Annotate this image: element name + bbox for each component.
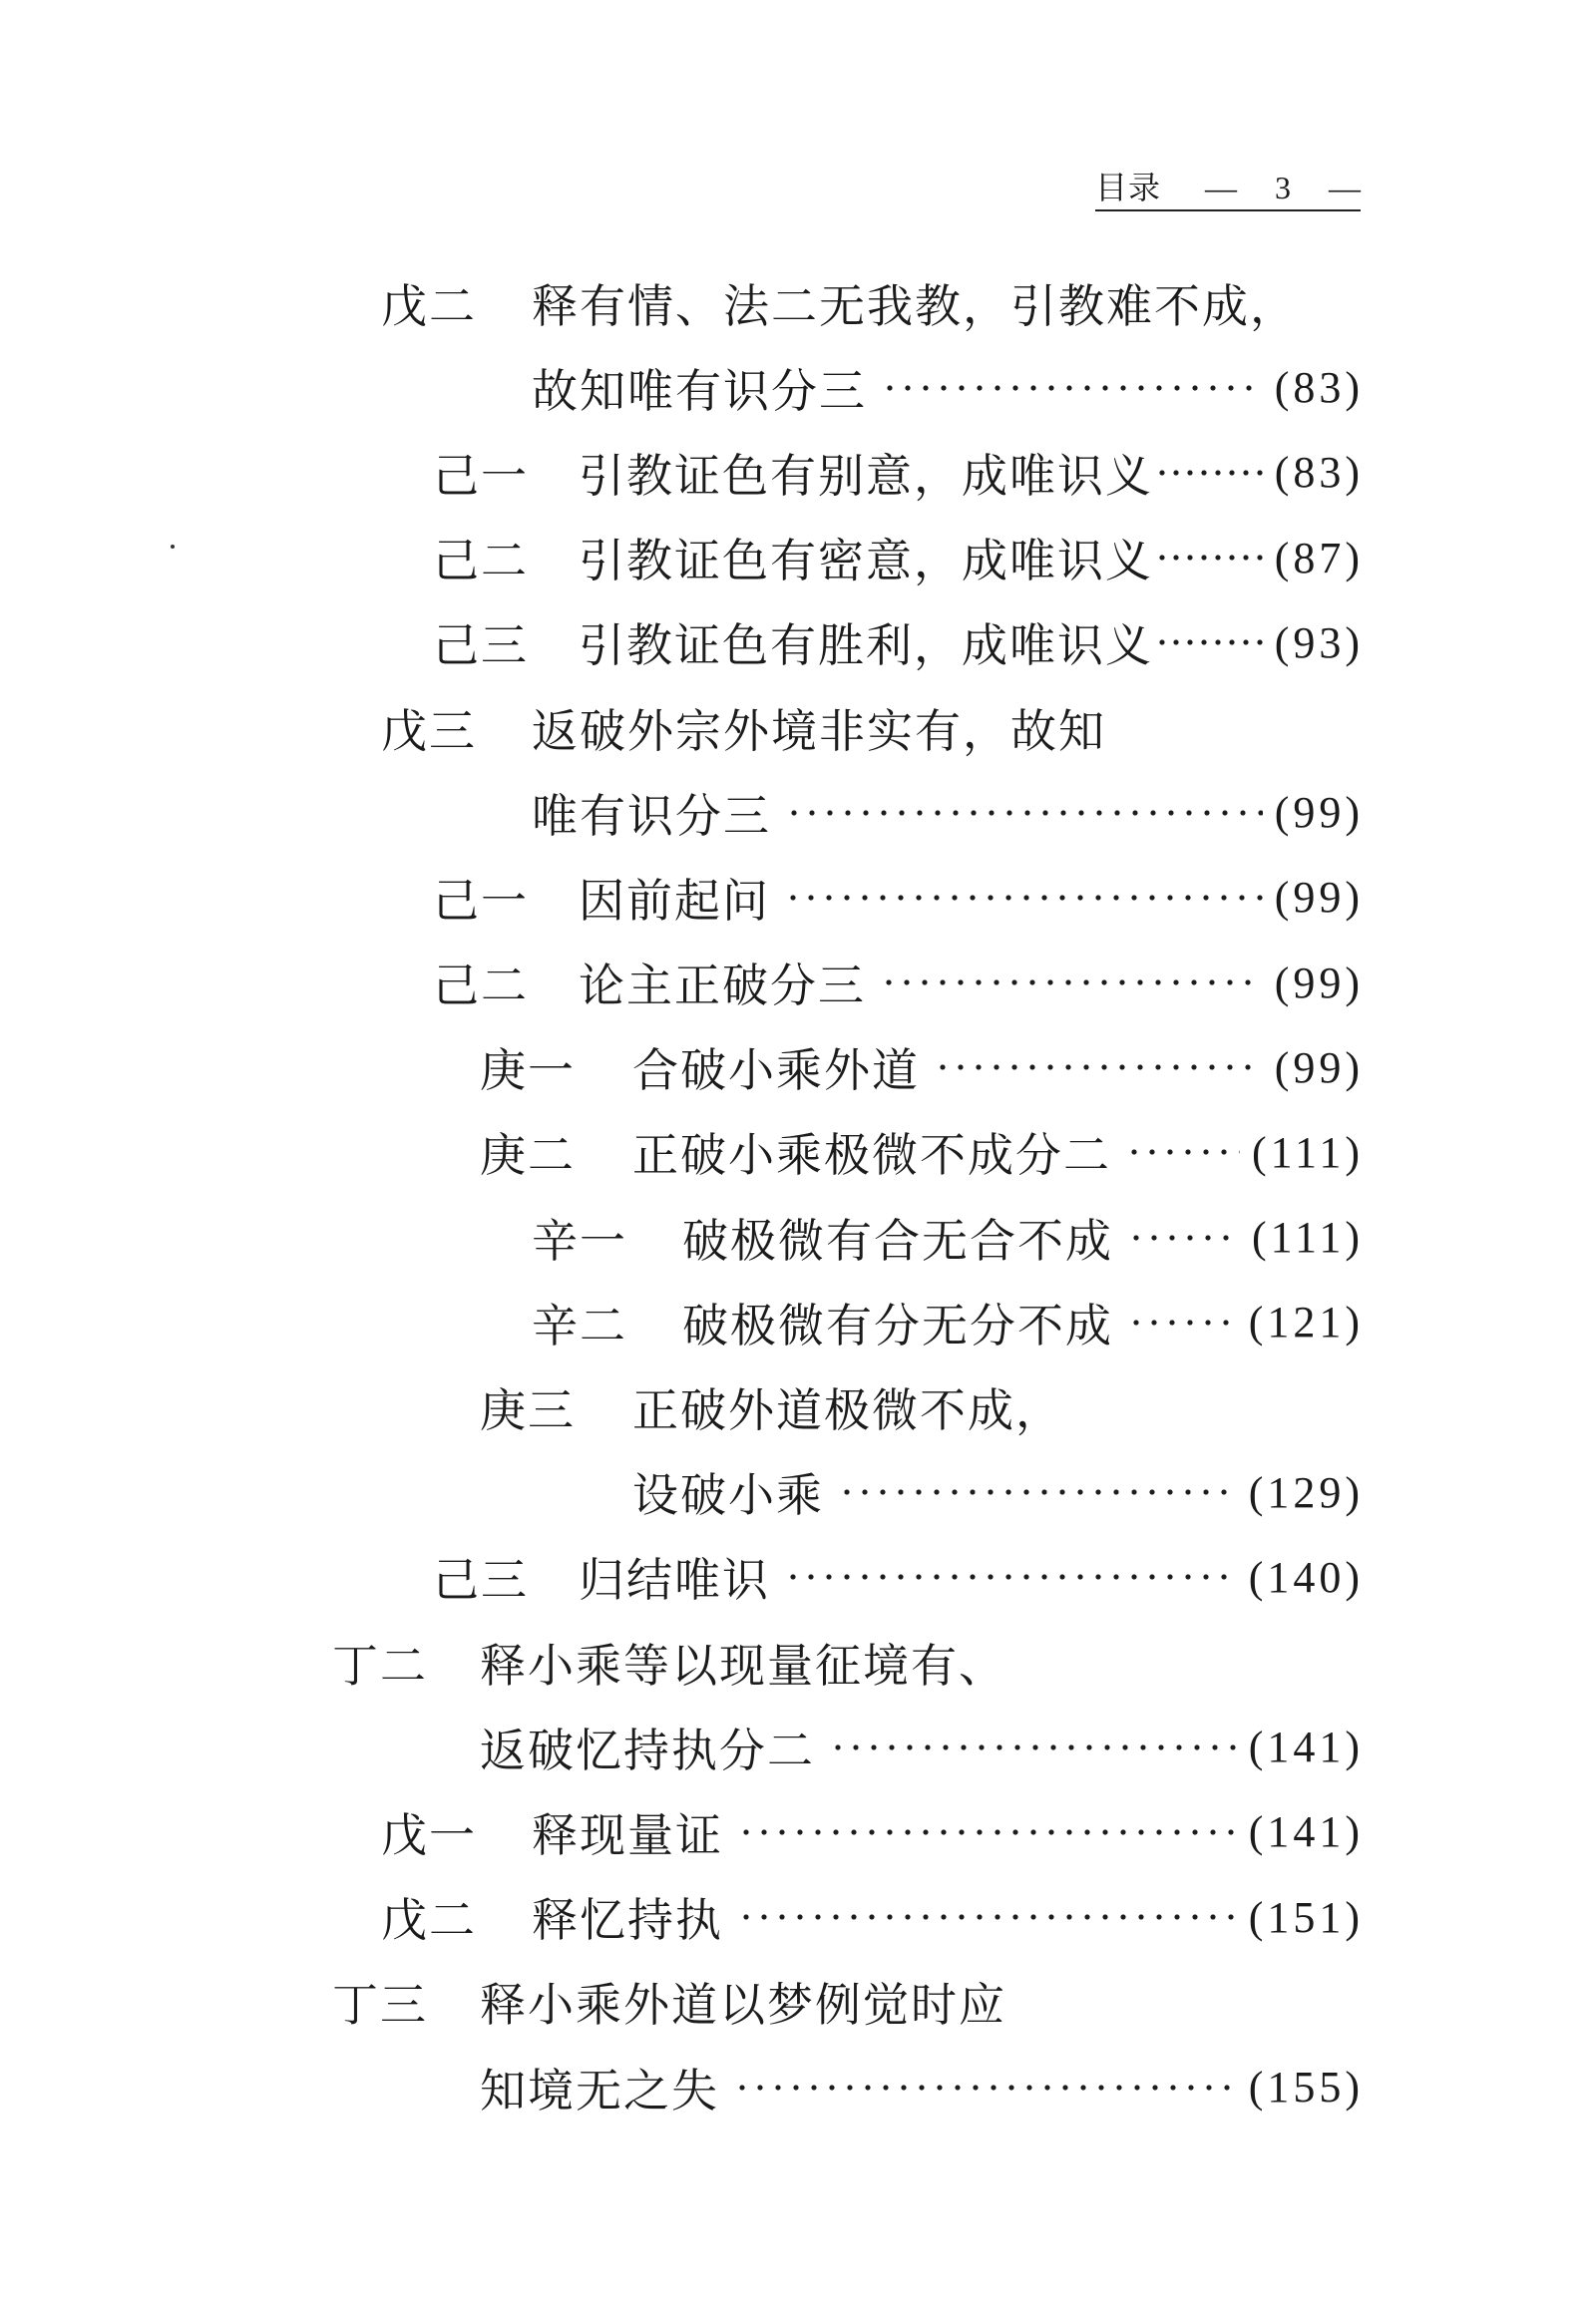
toc-entry bbox=[0, 260, 1596, 345]
entry-title: 引教证色有胜利，成唯识义 bbox=[579, 618, 1153, 673]
toc-entry bbox=[0, 430, 1596, 515]
entry-label: 己三 bbox=[433, 618, 529, 673]
dot-leader bbox=[829, 1737, 1237, 1757]
entry-label: 己一 bbox=[433, 873, 529, 928]
entry-label: 己三 bbox=[433, 1553, 529, 1608]
entry-title: 设破小乘 bbox=[632, 1468, 824, 1523]
entry-label: 庚三 bbox=[480, 1383, 576, 1438]
dot-leader bbox=[1127, 1228, 1240, 1248]
entry-title: 释小乘等以现量征境有、 bbox=[480, 1638, 1006, 1693]
entry-title: 唯有识分三 bbox=[532, 788, 771, 843]
entry-title: 破极微有合无合不成 bbox=[682, 1213, 1113, 1268]
running-header bbox=[1095, 166, 1361, 211]
entry-title: 归结唯识 bbox=[579, 1553, 770, 1608]
entry-page-number: (155) bbox=[1248, 2063, 1364, 2113]
entry-page-number: (99) bbox=[1274, 1042, 1364, 1092]
entry-page-number: (83) bbox=[1274, 363, 1364, 413]
entry-title: 释小乘外道以梦例觉时应 bbox=[480, 1978, 1006, 2033]
entry-page-number: (83) bbox=[1274, 448, 1364, 498]
entry-title: 合破小乘外道 bbox=[632, 1043, 920, 1098]
entry-label: 戊二 bbox=[381, 278, 477, 333]
entry-label: 己一 bbox=[433, 448, 529, 503]
entry-title: 因前起问 bbox=[579, 873, 770, 928]
entry-label: 戊三 bbox=[381, 703, 477, 758]
entry-title: 破极微有分无分不成 bbox=[682, 1298, 1113, 1352]
entry-title: 引教证色有别意，成唯识义 bbox=[579, 448, 1153, 503]
toc-entry bbox=[0, 2045, 1596, 2129]
dot-leader bbox=[838, 1482, 1237, 1502]
header-section-title: 目录 bbox=[1095, 169, 1162, 206]
dot-leader bbox=[737, 1907, 1237, 1927]
table-of-contents bbox=[0, 260, 1596, 2129]
dot-leader bbox=[1125, 1142, 1240, 1162]
entry-title: 释忆持执 bbox=[532, 1893, 723, 1948]
entry-page-number: (111) bbox=[1251, 1213, 1364, 1263]
entry-title: 知境无之失 bbox=[480, 2063, 719, 2118]
entry-title: 释现量证 bbox=[532, 1807, 723, 1862]
toc-entry bbox=[0, 855, 1596, 940]
entry-page-number: (151) bbox=[1248, 1892, 1364, 1942]
entry-title: 返破忆持执分二 bbox=[480, 1723, 815, 1777]
entry-label: 庚二 bbox=[480, 1128, 576, 1183]
toc-entry bbox=[0, 685, 1596, 770]
toc-entry bbox=[0, 1620, 1596, 1705]
entry-title: 论主正破分三 bbox=[579, 959, 866, 1013]
toc-entry bbox=[0, 1280, 1596, 1364]
entry-label: 己二 bbox=[433, 959, 529, 1013]
toc-entry bbox=[0, 516, 1596, 600]
entry-page-number: (87) bbox=[1274, 533, 1364, 582]
dot-leader bbox=[784, 888, 1263, 908]
dot-leader bbox=[784, 1567, 1237, 1587]
toc-entry bbox=[0, 1195, 1596, 1280]
entry-label: 丁二 bbox=[332, 1638, 428, 1693]
dot-leader bbox=[785, 803, 1263, 823]
toc-entry bbox=[0, 1450, 1596, 1535]
toc-entry bbox=[0, 1535, 1596, 1620]
entry-page-number: (140) bbox=[1248, 1552, 1364, 1602]
entry-page-number: (129) bbox=[1248, 1467, 1364, 1517]
entry-label: 戊二 bbox=[381, 1893, 477, 1948]
dot-leader bbox=[881, 378, 1263, 398]
entry-page-number: (93) bbox=[1274, 617, 1364, 667]
toc-entry bbox=[0, 1875, 1596, 1960]
entry-label: 戊一 bbox=[381, 1807, 477, 1862]
entry-title: 故知唯有识分三 bbox=[532, 363, 867, 418]
dot-leader bbox=[733, 2078, 1237, 2098]
toc-entry bbox=[0, 1789, 1596, 1874]
dot-leader bbox=[737, 1822, 1237, 1842]
dot-leader bbox=[880, 972, 1263, 992]
dot-leader bbox=[1155, 463, 1263, 483]
toc-entry bbox=[0, 1110, 1596, 1195]
entry-title: 正破外道极微不成， bbox=[632, 1383, 1063, 1438]
dot-leader bbox=[934, 1057, 1263, 1077]
entry-title: 返破外宗外境非实有，故知 bbox=[532, 703, 1106, 758]
entry-label: 辛一 bbox=[532, 1213, 627, 1268]
toc-entry bbox=[0, 1364, 1596, 1449]
dot-leader bbox=[1155, 632, 1263, 652]
toc-entry bbox=[0, 600, 1596, 685]
entry-title: 释有情、法二无我教，引教难不成， bbox=[532, 278, 1298, 333]
dot-leader bbox=[1127, 1313, 1237, 1333]
entry-label: 庚一 bbox=[480, 1043, 576, 1098]
entry-page-number: (141) bbox=[1248, 1723, 1364, 1772]
entry-title: 引教证色有密意，成唯识义 bbox=[579, 534, 1153, 588]
entry-label: 丁三 bbox=[332, 1978, 428, 2033]
toc-entry bbox=[0, 1705, 1596, 1789]
toc-entry bbox=[0, 1960, 1596, 2045]
entry-page-number: (99) bbox=[1274, 788, 1364, 838]
toc-entry bbox=[0, 1025, 1596, 1110]
entry-page-number: (99) bbox=[1274, 873, 1364, 923]
toc-entry bbox=[0, 345, 1596, 430]
entry-page-number: (121) bbox=[1248, 1298, 1364, 1348]
entry-page-number: (111) bbox=[1251, 1127, 1364, 1177]
entry-title: 正破小乘极微不成分二 bbox=[632, 1128, 1111, 1183]
header-page-number: — 3 — bbox=[1205, 170, 1361, 205]
toc-entry bbox=[0, 770, 1596, 855]
entry-page-number: (141) bbox=[1248, 1807, 1364, 1857]
toc-entry bbox=[0, 941, 1596, 1025]
entry-page-number: (99) bbox=[1274, 958, 1364, 1007]
entry-label: 辛二 bbox=[532, 1298, 627, 1352]
entry-label: 己二 bbox=[433, 534, 529, 588]
dot-leader bbox=[1155, 548, 1263, 568]
